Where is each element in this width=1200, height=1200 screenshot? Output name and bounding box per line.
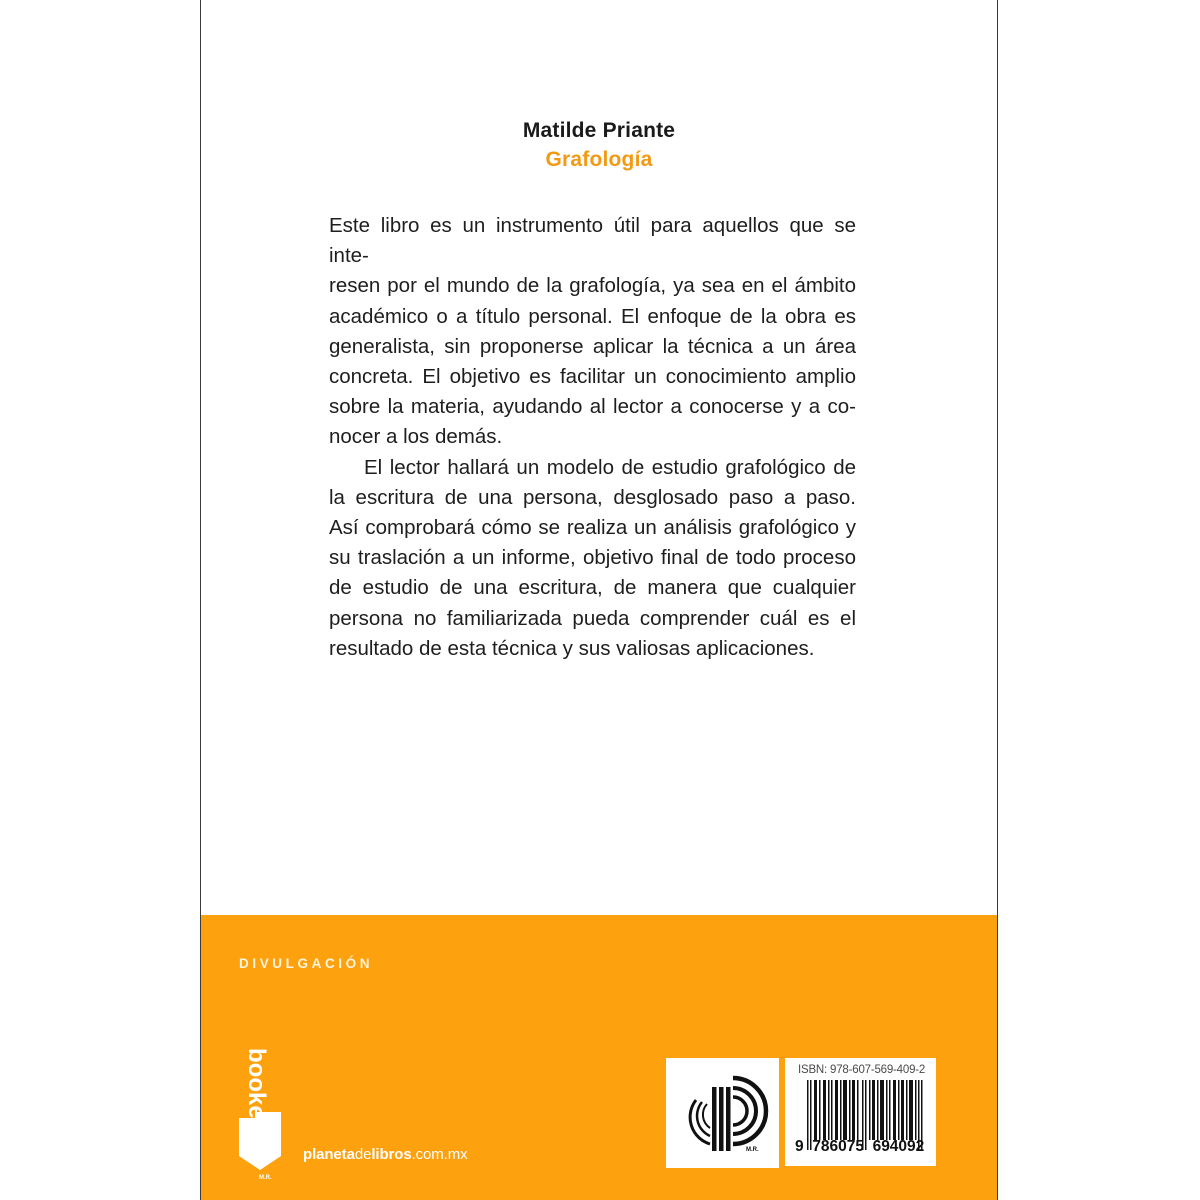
publisher-mr-mark: M.R. [746, 1147, 759, 1153]
author-name: Matilde Priante [522, 119, 676, 142]
booket-mr-mark: M.R. [259, 1175, 272, 1180]
blurb-line: Este libro es un instrumento útil para aquellos que se inte- [329, 214, 856, 268]
isbn-label: ISBN: 978-607-569-409-2 [798, 1064, 926, 1076]
website-part-domain: .com.mx [411, 1146, 468, 1163]
book-back-cover [201, 0, 997, 1200]
book-title: Grafología [545, 148, 653, 171]
blurb-line: El lector hallará un modelo de estudio grafológico de [364, 455, 856, 479]
orange-footer-band [201, 915, 997, 1200]
blurb-line: sobre la materia, ayudando al lector a conocerse y a co- [329, 395, 856, 419]
blurb-text [329, 211, 856, 664]
blurb-line: generalista, sin proponerse aplicar la técnica a un área [329, 334, 856, 358]
blurb-paragraph-1 [329, 211, 856, 453]
booket-wordmark: booket [243, 1048, 270, 1127]
planeta-logo-icon [666, 1058, 779, 1168]
website-part-de: de [354, 1146, 372, 1163]
website-link[interactable] [303, 1146, 468, 1163]
blurb-line: resultado de esta técnica y sus valiosas aplicaciones. [329, 636, 815, 660]
website-part-planeta: planeta [303, 1146, 355, 1163]
blurb-line: persona no familiarizada pueda comprender cuál es el [329, 606, 856, 630]
blurb-line: Así comprobará cómo se realiza un análisis grafológico y [329, 516, 856, 540]
blurb-line: concreta. El objetivo es facilitar un conocimiento amplio [329, 365, 856, 389]
blurb-line: académico o a título personal. El enfoque de la obra es [329, 304, 856, 328]
blurb-line: resen por el mundo de la grafología, ya sea en el ámbito [329, 274, 856, 298]
booket-logo-icon [235, 1040, 285, 1180]
barcode-digits: 9 786075 694092 [795, 1138, 925, 1155]
blurb-paragraph-2 [329, 453, 856, 664]
category-label: DIVULGACIÓN [239, 956, 374, 971]
blurb-line: de estudio de una escritura, de manera que cualquier [329, 576, 856, 600]
blurb-line: su traslación a un informe, objetivo final de todo proceso [329, 546, 856, 570]
blurb-line: la escritura de una persona, desglosado paso a paso. [329, 485, 856, 509]
website-part-libros: libros [371, 1146, 412, 1163]
blurb-line: nocer a los demás. [329, 425, 503, 449]
isbn-barcode-box [785, 1058, 936, 1166]
publisher-logo-box [666, 1058, 779, 1168]
